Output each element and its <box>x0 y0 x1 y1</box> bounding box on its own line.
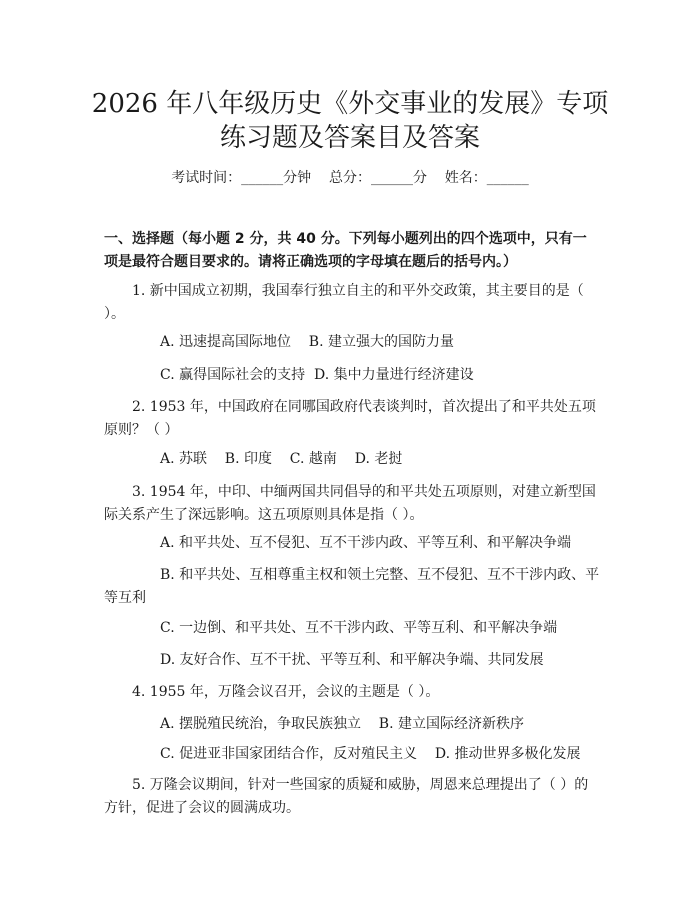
question-3-option-d: D. 友好合作、互不干扰、平等互利、和平解决争端、共同发展 <box>160 652 544 668</box>
question-1-options-row-2: C. 赢得国际社会的支持 D. 集中力量进行经济建设 <box>160 367 474 383</box>
section-heading: 一、选择题（每小题 2 分，共 40 分。下列每小题列出的四个选项中，只有一项是最符合题目要求的。请将正确选项的字母填在题后的括号内。） <box>104 231 587 270</box>
exam-info-line: 考试时间：______分钟 总分：______分 姓名：______ <box>171 170 529 186</box>
question-5: 5. 万隆会议期间，针对一些国家的质疑和威胁，周恩来总理提出了（ ）的方针，促进了会议的圆满成功。 <box>104 777 589 816</box>
question-3: 3. 1954 年，中印、中缅两国共同倡导的和平共处五项原则，对建立新型国际关系产生了深远影响。这五项原则具体是指（ ）。 <box>104 484 596 523</box>
question-1: 1. 新中国成立初期，我国奉行独立自主的和平外交政策，其主要目的是（ ）。 <box>104 283 584 322</box>
question-3-option-c: C. 一边倒、和平共处、互不干涉内政、平等互利、和平解决争端 <box>160 620 558 636</box>
question-4: 4. 1955 年，万隆会议召开，会议的主题是（ ）。 <box>132 684 440 700</box>
question-2-options-row-1: A. 苏联 B. 印度 C. 越南 D. 老挝 <box>160 451 403 467</box>
question-3-option-a: A. 和平共处、互不侵犯、互不干涉内政、平等互利、和平解决争端 <box>160 535 572 551</box>
question-4-options-row-1: A. 摆脱殖民统治，争取民族独立 B. 建立国际经济新秩序 <box>160 716 524 732</box>
document-title-line-1: 2026 年八年级历史《外交事业的发展》专项 <box>91 89 609 119</box>
question-2: 2. 1953 年，中国政府在同哪国政府代表谈判时，首次提出了和平共处五项原则？（ ） <box>104 399 596 438</box>
question-4-options-row-2: C. 促进亚非国家团结合作，反对殖民主义 D. 推动世界多极化发展 <box>160 746 581 762</box>
question-3-option-b: B. 和平共处、互相尊重主权和领土完整、互不侵犯、互不干涉内政、平等互利 <box>104 567 600 606</box>
question-1-options-row-1: A. 迅速提高国际地位 B. 建立强大的国防力量 <box>160 334 454 350</box>
document-title-line-2: 练习题及答案目及答案 <box>219 123 480 153</box>
